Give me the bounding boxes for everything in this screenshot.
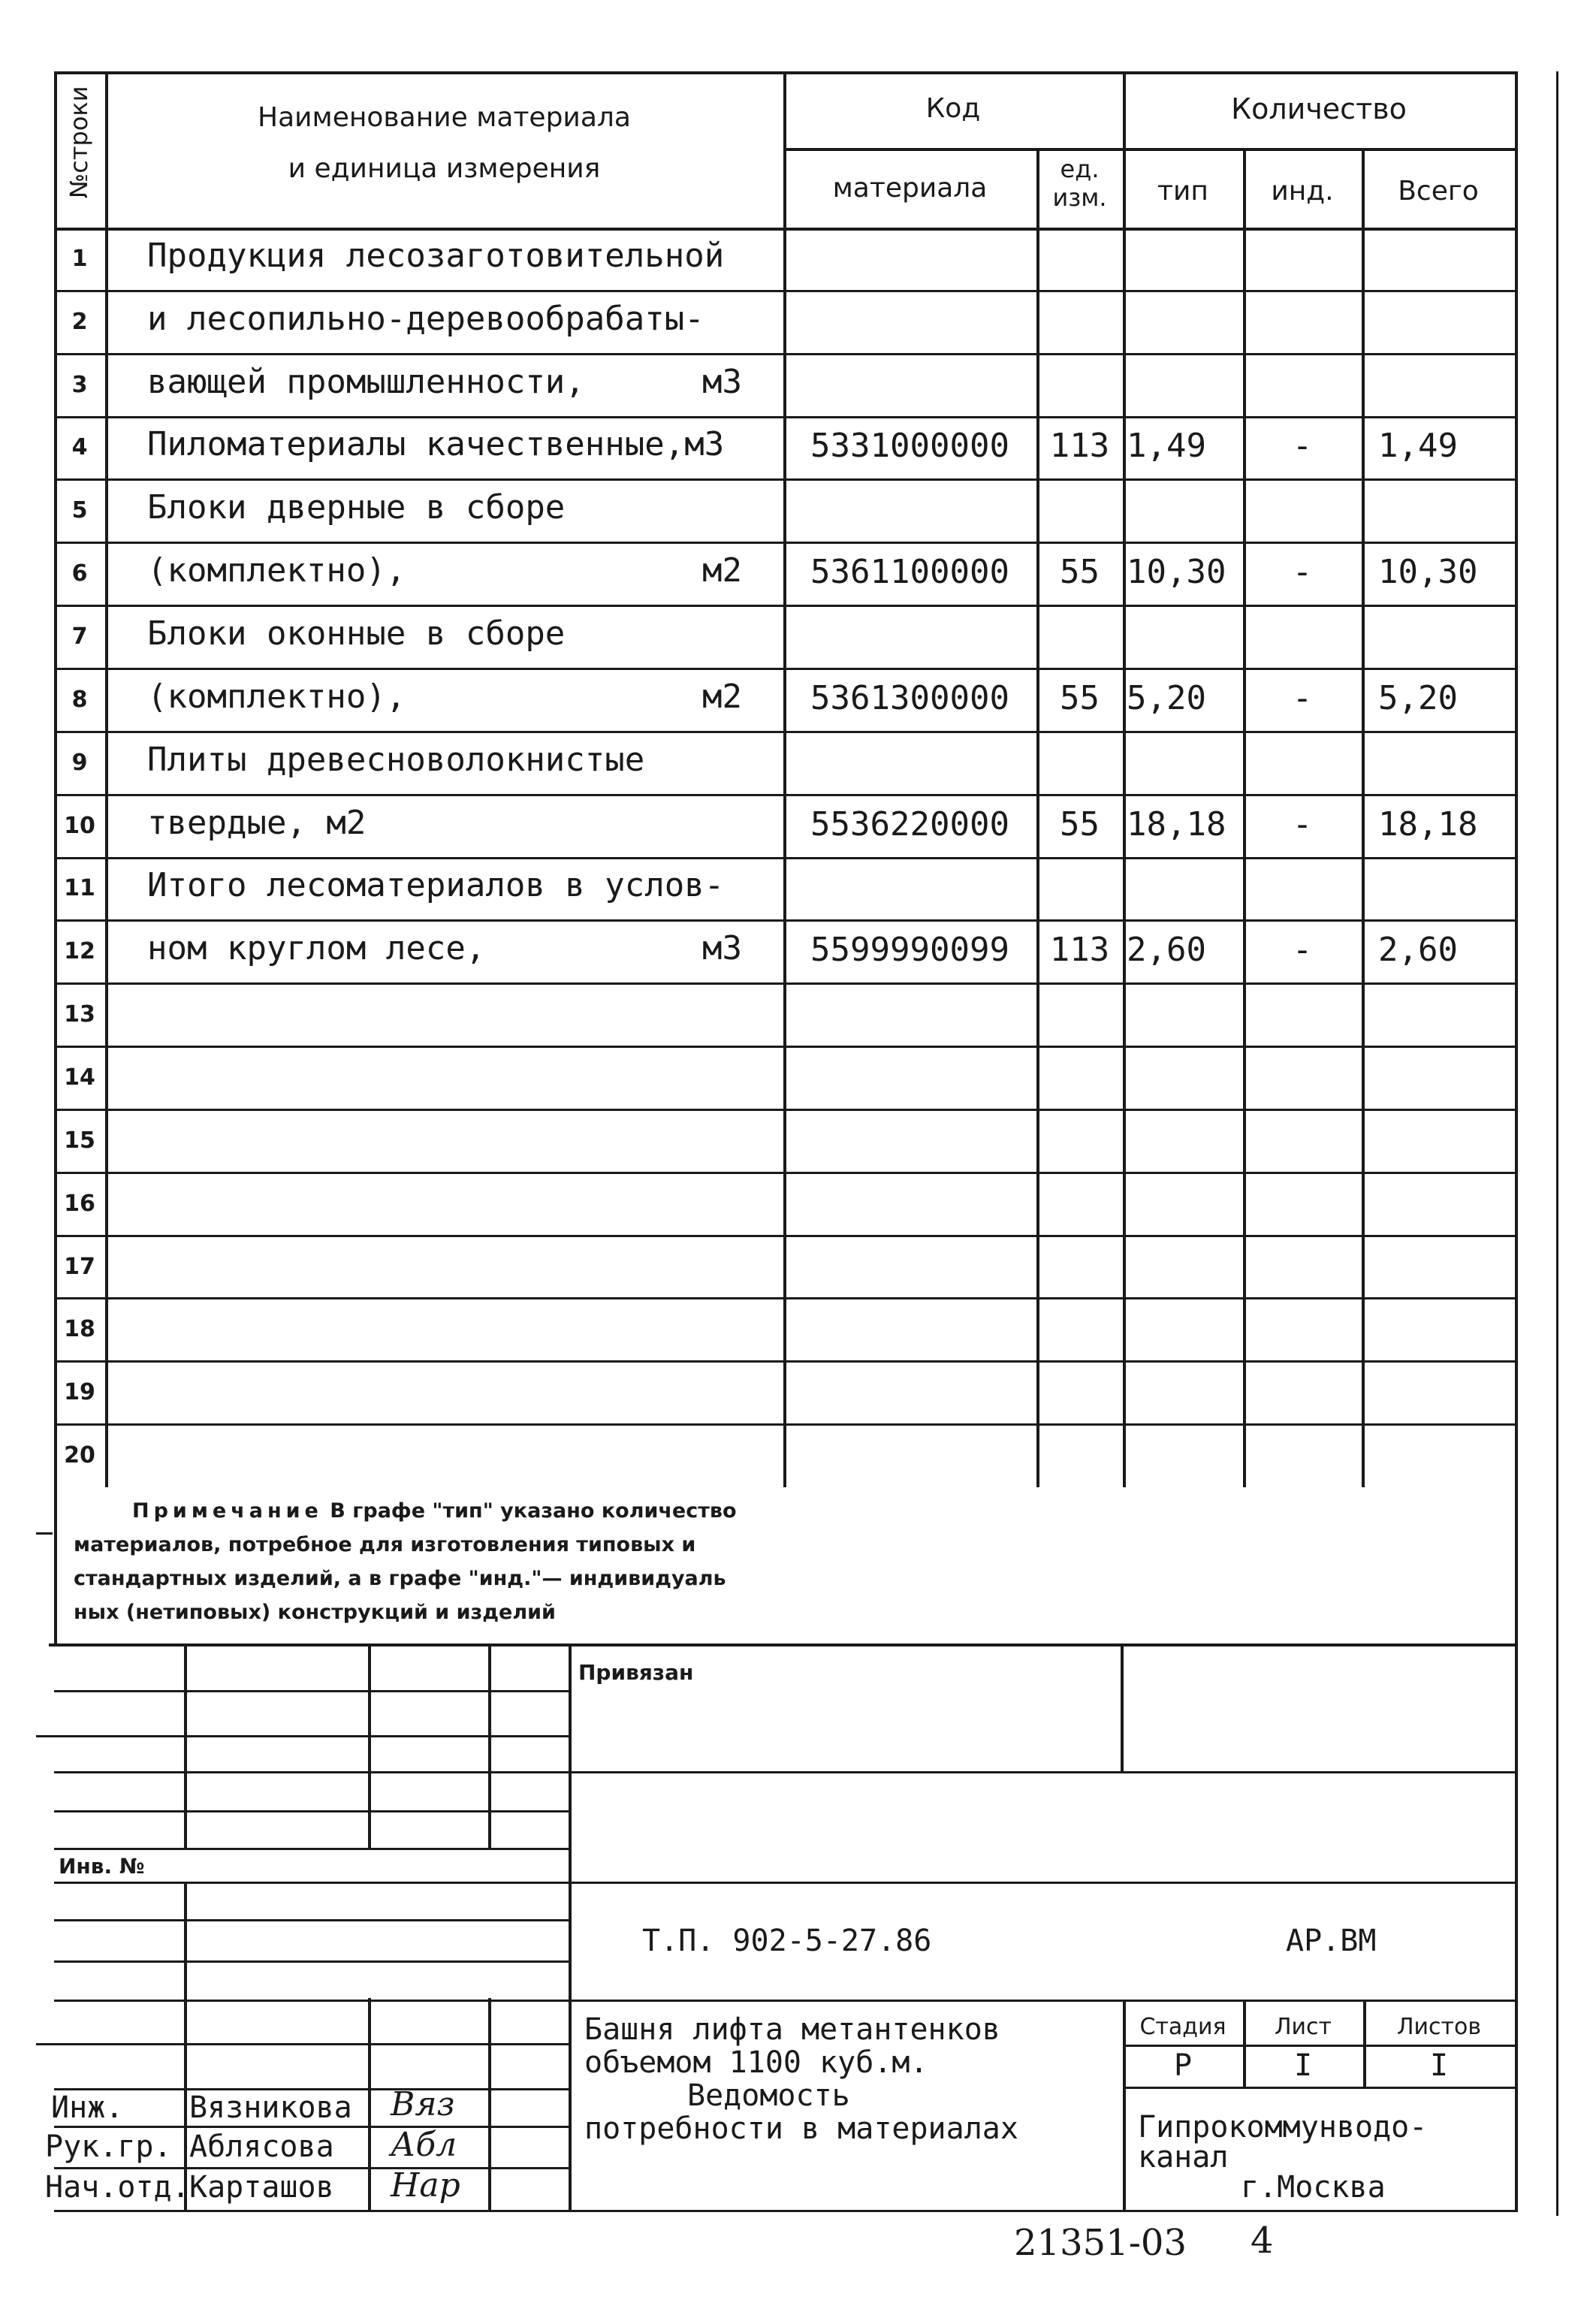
qty-total-header: Всего bbox=[1398, 176, 1479, 207]
row-number: 10 bbox=[64, 813, 95, 839]
cell-type: 2,60 bbox=[1127, 931, 1206, 969]
note-border-bottom bbox=[49, 1643, 1518, 1646]
material-name-unit: м3 bbox=[702, 363, 742, 401]
row-line bbox=[54, 542, 1518, 544]
margin-tick-2 bbox=[36, 1735, 54, 1737]
cell-total: 1,49 bbox=[1378, 427, 1458, 465]
cell-type: 18,18 bbox=[1127, 805, 1226, 844]
row-line bbox=[54, 353, 1518, 355]
row-line bbox=[54, 1046, 1518, 1048]
tb-left-row-2 bbox=[54, 1735, 569, 1737]
tb-inv-row bbox=[54, 1882, 1515, 1884]
row-number-header: №строки bbox=[65, 86, 93, 198]
row-line bbox=[54, 668, 1518, 670]
cell-unit: 55 bbox=[1060, 679, 1100, 717]
cell-type: 5,20 bbox=[1127, 679, 1206, 717]
row-line bbox=[54, 731, 1518, 733]
page-number: 4 bbox=[1251, 2220, 1274, 2262]
org-line2: канал bbox=[1138, 2140, 1229, 2175]
cell-code: 5361300000 bbox=[810, 679, 1009, 717]
row-line bbox=[54, 857, 1518, 859]
sheets-value: I bbox=[1429, 2048, 1449, 2083]
material-name: твердые, м2 bbox=[147, 804, 367, 842]
row-line bbox=[54, 919, 1518, 922]
tb-left-row-6 bbox=[54, 1919, 569, 1921]
cell-total: 2,60 bbox=[1378, 931, 1458, 969]
stage-label: Стадия bbox=[1139, 2014, 1226, 2040]
staff-role-3: Нач.отд. bbox=[45, 2170, 190, 2205]
cell-type: 10,30 bbox=[1127, 553, 1226, 591]
name-header-line1: Наименование материала bbox=[258, 102, 631, 133]
tb-left-row-8 bbox=[54, 2043, 569, 2045]
tb-left-col-3 bbox=[488, 1645, 491, 1848]
tb-left-col-1b bbox=[184, 1882, 187, 2212]
note-text-1: В графе "тип" указано количество bbox=[330, 1499, 737, 1523]
col-line-unit bbox=[1123, 71, 1126, 1487]
material-name-unit: м3 bbox=[702, 929, 742, 967]
row-line bbox=[54, 290, 1518, 292]
material-name: (комплектно), bbox=[147, 678, 406, 716]
unit-header-line1: ед. bbox=[1060, 155, 1100, 183]
row-number: 16 bbox=[64, 1191, 95, 1217]
cell-ind: - bbox=[1292, 553, 1313, 591]
row-number: 13 bbox=[64, 1001, 95, 1028]
sheets-label: Листов bbox=[1396, 2014, 1482, 2040]
note-line3: стандартных изделий, а в графе "инд."— индивидуаль bbox=[74, 1567, 726, 1590]
material-name: вающей промышленности, bbox=[147, 363, 585, 401]
tb-stage-row-2 bbox=[1123, 2087, 1515, 2089]
sheet-mark: АР.ВМ bbox=[1286, 1924, 1377, 1958]
stage-value: Р bbox=[1173, 2048, 1193, 2083]
staff-signature-1: Вяз bbox=[391, 2085, 455, 2123]
object-line1: Башня лифта метантенков bbox=[584, 2012, 1000, 2047]
quantity-header: Количество bbox=[1231, 92, 1407, 125]
row-line bbox=[54, 794, 1518, 796]
cell-ind: - bbox=[1292, 931, 1313, 969]
tb-bottom bbox=[54, 2210, 1518, 2212]
tb-left-col-2 bbox=[368, 1645, 371, 1848]
row-line bbox=[54, 605, 1518, 607]
object-line2: объемом 1100 куб.м. bbox=[584, 2045, 928, 2080]
note-line1 bbox=[132, 1496, 737, 1526]
doc-title-line2: потребности в материалах bbox=[584, 2111, 1018, 2146]
tb-left-row-5 bbox=[54, 1848, 569, 1850]
tb-attached-divider bbox=[1121, 1645, 1124, 1773]
archive-number: 21351-03 bbox=[1014, 2222, 1187, 2264]
cell-unit: 113 bbox=[1049, 931, 1110, 969]
material-name-unit: м2 bbox=[702, 551, 742, 590]
cell-code: 5599990099 bbox=[810, 931, 1009, 969]
row-number: 8 bbox=[71, 687, 88, 713]
row-line bbox=[54, 1172, 1518, 1174]
cell-code: 5361100000 bbox=[810, 553, 1009, 591]
tb-left-row-3 bbox=[54, 1771, 1515, 1773]
row-number: 17 bbox=[64, 1254, 95, 1280]
margin-tick-1 bbox=[36, 1532, 53, 1535]
tb-stage-row-1 bbox=[1123, 2045, 1515, 2047]
material-name: и лесопильно-деревообрабаты- bbox=[147, 300, 704, 338]
note-border-left bbox=[54, 1487, 57, 1645]
tb-left-row-10 bbox=[54, 2126, 569, 2128]
material-name: Итого лесоматериалов в услов- bbox=[147, 866, 725, 904]
tb-left-row-1 bbox=[54, 1690, 569, 1692]
unit-header-line2: изм. bbox=[1052, 183, 1107, 212]
code-material-header: материала bbox=[832, 173, 988, 204]
staff-signature-2: Абл bbox=[391, 2126, 457, 2164]
row-number: 3 bbox=[71, 372, 88, 398]
tb-left-row-7 bbox=[54, 1960, 569, 1963]
row-number: 11 bbox=[64, 875, 95, 901]
staff-signature-3: Нар bbox=[391, 2166, 460, 2205]
material-name-unit: м2 bbox=[702, 678, 742, 716]
material-name: Продукция лесозаготовительной bbox=[147, 237, 725, 275]
qty-type-header: тип bbox=[1157, 176, 1208, 207]
sheet-edge-right bbox=[1556, 71, 1558, 2216]
doc-title-line1: Ведомость bbox=[687, 2078, 850, 2113]
material-name: Пиломатериалы качественные,м3 bbox=[147, 425, 725, 463]
row-number: 19 bbox=[64, 1379, 95, 1405]
cell-code: 5331000000 bbox=[810, 427, 1009, 465]
cell-total: 10,30 bbox=[1378, 553, 1478, 591]
cell-total: 5,20 bbox=[1378, 679, 1458, 717]
cell-type: 1,49 bbox=[1127, 427, 1206, 465]
row-line bbox=[54, 1235, 1518, 1237]
staff-name-3: Карташов bbox=[189, 2170, 334, 2205]
cell-unit: 55 bbox=[1060, 805, 1100, 844]
name-header-line2: и единица измерения bbox=[288, 153, 601, 184]
row-number: 20 bbox=[64, 1442, 95, 1468]
note-border-right bbox=[1515, 1487, 1518, 1645]
staff-role-1: Инж. bbox=[51, 2090, 124, 2125]
col-line-name bbox=[783, 71, 786, 1487]
row-number: 5 bbox=[71, 497, 88, 524]
row-number: 12 bbox=[64, 938, 95, 964]
tb-left-col-2b bbox=[368, 1998, 371, 2212]
staff-role-2: Рук.гр. bbox=[45, 2129, 172, 2164]
row-number: 2 bbox=[71, 309, 88, 335]
cell-code: 5536220000 bbox=[810, 805, 1009, 844]
row-number: 15 bbox=[64, 1127, 95, 1154]
sheet-label: Лист bbox=[1274, 2014, 1332, 2040]
inv-label: Инв. № bbox=[59, 1854, 145, 1879]
row-number: 9 bbox=[71, 750, 88, 776]
cell-unit: 113 bbox=[1049, 427, 1110, 465]
row-number: 14 bbox=[64, 1064, 95, 1091]
cell-ind: - bbox=[1292, 427, 1313, 465]
staff-name-1: Вязникова bbox=[189, 2090, 352, 2125]
material-name: ном круглом лесе, bbox=[147, 929, 486, 967]
margin-tick-3 bbox=[36, 2043, 54, 2045]
material-name: Плиты древесноволокнистые bbox=[147, 741, 645, 779]
tb-left-col-1 bbox=[184, 1645, 187, 1848]
material-name: Блоки оконные в сборе bbox=[147, 614, 566, 653]
row-line bbox=[54, 478, 1518, 481]
header-subline bbox=[783, 148, 1518, 151]
row-line bbox=[54, 416, 1518, 418]
tb-code-row-bottom bbox=[54, 2000, 1515, 2002]
org-line1: Гипрокоммунводо- bbox=[1138, 2110, 1428, 2145]
doc-code: Т.П. 902-5-27.86 bbox=[642, 1924, 932, 1958]
tb-main-divider bbox=[569, 1645, 572, 2212]
cell-unit: 55 bbox=[1060, 553, 1100, 591]
cell-ind: - bbox=[1292, 805, 1313, 844]
staff-name-2: Аблясова bbox=[189, 2129, 334, 2164]
row-line bbox=[54, 1297, 1518, 1299]
col-line-number bbox=[105, 71, 108, 1487]
row-line bbox=[54, 1423, 1518, 1426]
sheet-value: I bbox=[1293, 2048, 1313, 2083]
row-number: 18 bbox=[64, 1316, 95, 1342]
note-line2: материалов, потребное для изготовления типовых и bbox=[74, 1533, 696, 1556]
tb-left-col-3b bbox=[488, 1998, 491, 2212]
cell-total: 18,18 bbox=[1378, 805, 1478, 844]
row-line bbox=[54, 1109, 1518, 1111]
row-number: 6 bbox=[71, 560, 88, 587]
col-line-ind bbox=[1362, 148, 1365, 1487]
note-line4: ных (нетиповых) конструкций и изделий bbox=[74, 1601, 556, 1624]
code-header: Код bbox=[925, 93, 981, 124]
table-border-right bbox=[1515, 71, 1518, 1487]
header-bottom bbox=[54, 228, 1518, 231]
row-number: 1 bbox=[71, 246, 88, 272]
attached-label: Привязан bbox=[578, 1660, 694, 1685]
row-number: 7 bbox=[71, 623, 88, 650]
row-number: 4 bbox=[71, 434, 88, 460]
tb-left-row-11 bbox=[54, 2167, 569, 2169]
tb-left-row-4 bbox=[54, 1810, 569, 1813]
row-line bbox=[54, 982, 1518, 985]
cell-ind: - bbox=[1292, 679, 1313, 717]
qty-ind-header: инд. bbox=[1271, 176, 1334, 207]
org-city: г.Москва bbox=[1241, 2170, 1386, 2205]
row-line bbox=[54, 1360, 1518, 1363]
tb-right-border bbox=[1515, 1645, 1518, 2212]
note-title: Примечание bbox=[132, 1499, 323, 1523]
material-name: (комплектно), bbox=[147, 551, 406, 590]
material-name: Блоки дверные в сборе bbox=[147, 488, 566, 527]
